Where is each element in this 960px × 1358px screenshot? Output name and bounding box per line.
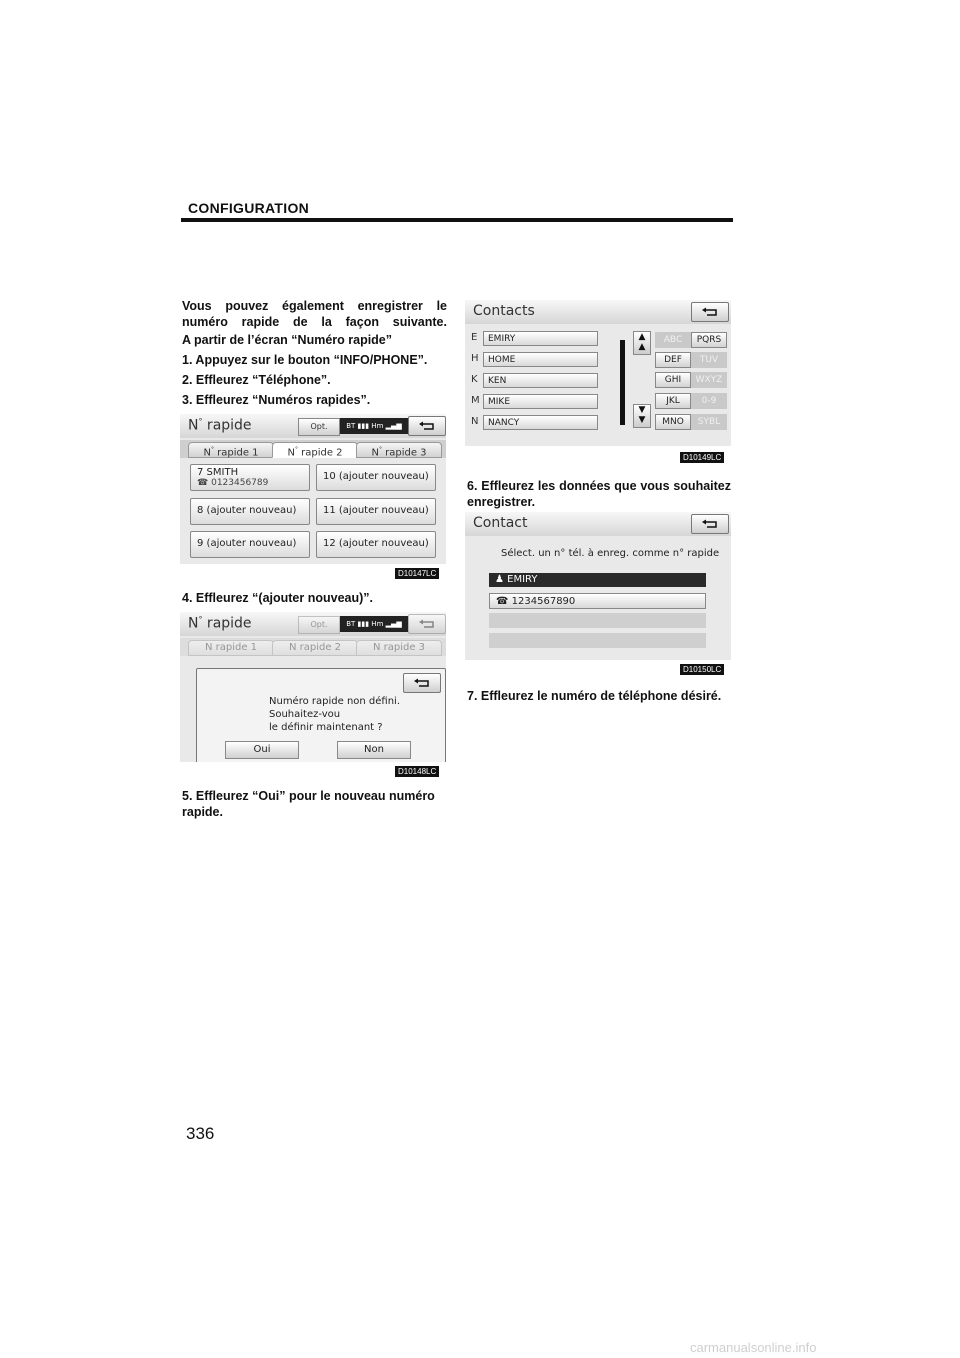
- return-arrow-icon: [701, 307, 719, 317]
- alpha-ghi[interactable]: GHI: [655, 372, 691, 388]
- title-bar: [465, 512, 731, 536]
- alpha-wxyz: WXYZ: [691, 372, 727, 388]
- dialog-back-button[interactable]: [403, 673, 441, 693]
- title-bar: [465, 300, 731, 324]
- step-2: 2. Effleurez “Téléphone”.: [182, 373, 331, 387]
- figure-code: D10150LC: [680, 664, 724, 675]
- step-5: 5. Effleurez “Oui” pour le nouveau numéro rapide.: [182, 789, 435, 819]
- watermark: carmanualsonline.info: [690, 1340, 817, 1355]
- subheading: A partir de l’écran “Numéro rapide”: [182, 333, 393, 347]
- phone-icon: ☎: [197, 478, 209, 488]
- instruction-text: Sélect. un n° tél. à enreg. comme n° rapide: [501, 548, 720, 559]
- status-indicator: BT ▮▮▮ Hm ▂▄▆: [340, 418, 408, 434]
- tab-rapide-1[interactable]: N° rapide 1: [188, 442, 274, 458]
- intro-paragraph: Vous pouvez également enregistrer le numéro rapide de la façon suivante.: [182, 299, 447, 329]
- tab-rapide-3: N rapide 3: [356, 640, 442, 656]
- figure-code: D10149LC: [680, 452, 724, 463]
- return-arrow-icon: [413, 678, 431, 688]
- contact-detail-screen: [465, 512, 731, 660]
- speed-dial-entry-12[interactable]: 12 (ajouter nouveau): [316, 531, 436, 558]
- alpha-sybl: SYBL: [691, 414, 727, 430]
- status-indicator: BT ▮▮▮ Hm ▂▄▆: [340, 616, 408, 632]
- index-letter: H: [471, 353, 479, 364]
- speed-dial-entry-7[interactable]: 7 SMITH ☎ 0123456789: [190, 464, 310, 491]
- yes-button[interactable]: Oui: [225, 741, 299, 759]
- dialog-message: Numéro rapide non défini. Souhaitez-vou le définir maintenant ?: [269, 696, 401, 733]
- tab-rapide-3[interactable]: N° rapide 3: [356, 442, 442, 458]
- contacts-screen: [465, 300, 731, 446]
- alpha-tuv: TUV: [691, 352, 727, 368]
- arrow-down-icon: ▼ ▼: [638, 405, 646, 425]
- title-bar: [180, 612, 446, 636]
- alpha-pqrs[interactable]: PQRS: [691, 332, 727, 348]
- contact-item[interactable]: KEN: [483, 373, 598, 388]
- index-letter: N: [471, 416, 479, 427]
- back-button: [408, 614, 446, 634]
- screen-title: N° rapide: [188, 615, 252, 632]
- phone-icon: ☎: [496, 596, 509, 607]
- empty-row: [489, 613, 706, 628]
- header-rule: [181, 218, 733, 222]
- alpha-mno[interactable]: MNO: [655, 414, 691, 430]
- return-arrow-icon: [418, 619, 436, 629]
- alpha-abc: ABC: [655, 332, 691, 348]
- alpha-0-9: 0-9: [691, 393, 727, 409]
- alpha-def[interactable]: DEF: [655, 352, 691, 368]
- contact-item[interactable]: HOME: [483, 352, 598, 367]
- tab-bar: [180, 440, 446, 458]
- speed-dial-screen: [180, 414, 446, 564]
- step-1: 1. Appuyez sur le bouton “INFO/PHONE”.: [182, 353, 428, 367]
- index-letter: K: [471, 374, 478, 385]
- step-6: 6. Effleurez les données que vous souhaitez enregistrer.: [467, 479, 731, 509]
- contact-item[interactable]: MIKE: [483, 394, 598, 409]
- options-button: Opt.: [298, 616, 340, 634]
- speed-dial-entry-10[interactable]: 10 (ajouter nouveau): [316, 464, 436, 491]
- back-button[interactable]: [691, 514, 729, 534]
- alpha-jkl[interactable]: JKL: [655, 393, 691, 409]
- scroll-down-button[interactable]: [633, 404, 651, 428]
- screen-title: Contacts: [473, 303, 535, 319]
- options-button[interactable]: Opt.: [298, 418, 340, 436]
- section-header: CONFIGURATION: [188, 200, 310, 216]
- title-bar: [180, 414, 446, 438]
- speed-dial-entry-8[interactable]: 8 (ajouter nouveau): [190, 498, 310, 525]
- index-letter: E: [471, 332, 478, 343]
- no-button[interactable]: Non: [337, 741, 411, 759]
- tab-rapide-2: N rapide 2: [272, 640, 358, 656]
- tab-rapide-1: N rapide 1: [188, 640, 274, 656]
- speed-dial-entry-9[interactable]: 9 (ajouter nouveau): [190, 531, 310, 558]
- speed-dial-entry-11[interactable]: 11 (ajouter nouveau): [316, 498, 436, 525]
- phone-number-button[interactable]: ☎ 1234567890: [489, 593, 706, 609]
- step-4: 4. Effleurez “(ajouter nouveau)”.: [182, 591, 374, 605]
- back-button[interactable]: [408, 416, 446, 436]
- figure-code: D10147LC: [395, 568, 439, 579]
- person-icon: ♟: [495, 574, 504, 585]
- back-button[interactable]: [691, 302, 729, 322]
- page-number: 336: [186, 1124, 215, 1143]
- contact-name-row: ♟ EMIRY: [489, 573, 706, 587]
- return-arrow-icon: [701, 519, 719, 529]
- contact-item[interactable]: EMIRY: [483, 331, 598, 346]
- speed-dial-confirm-screen: [180, 612, 446, 762]
- scroll-up-button[interactable]: [633, 331, 651, 355]
- index-letter: M: [471, 395, 480, 406]
- screen-title: Contact: [473, 515, 528, 531]
- arrow-up-icon: ▲ ▲: [638, 332, 646, 352]
- step-7: 7. Effleurez le numéro de téléphone désiré.: [467, 689, 722, 703]
- figure-code: D10148LC: [395, 766, 439, 777]
- screen-title: N° rapide: [188, 417, 252, 434]
- step-3: 3. Effleurez “Numéros rapides”.: [182, 393, 371, 407]
- return-arrow-icon: [418, 421, 436, 431]
- scroll-track[interactable]: [620, 340, 625, 425]
- confirm-dialog: [196, 668, 446, 762]
- tab-bar: [180, 638, 446, 656]
- empty-row: [489, 633, 706, 648]
- contact-item[interactable]: NANCY: [483, 415, 598, 430]
- tab-rapide-2[interactable]: N° rapide 2: [272, 442, 358, 458]
